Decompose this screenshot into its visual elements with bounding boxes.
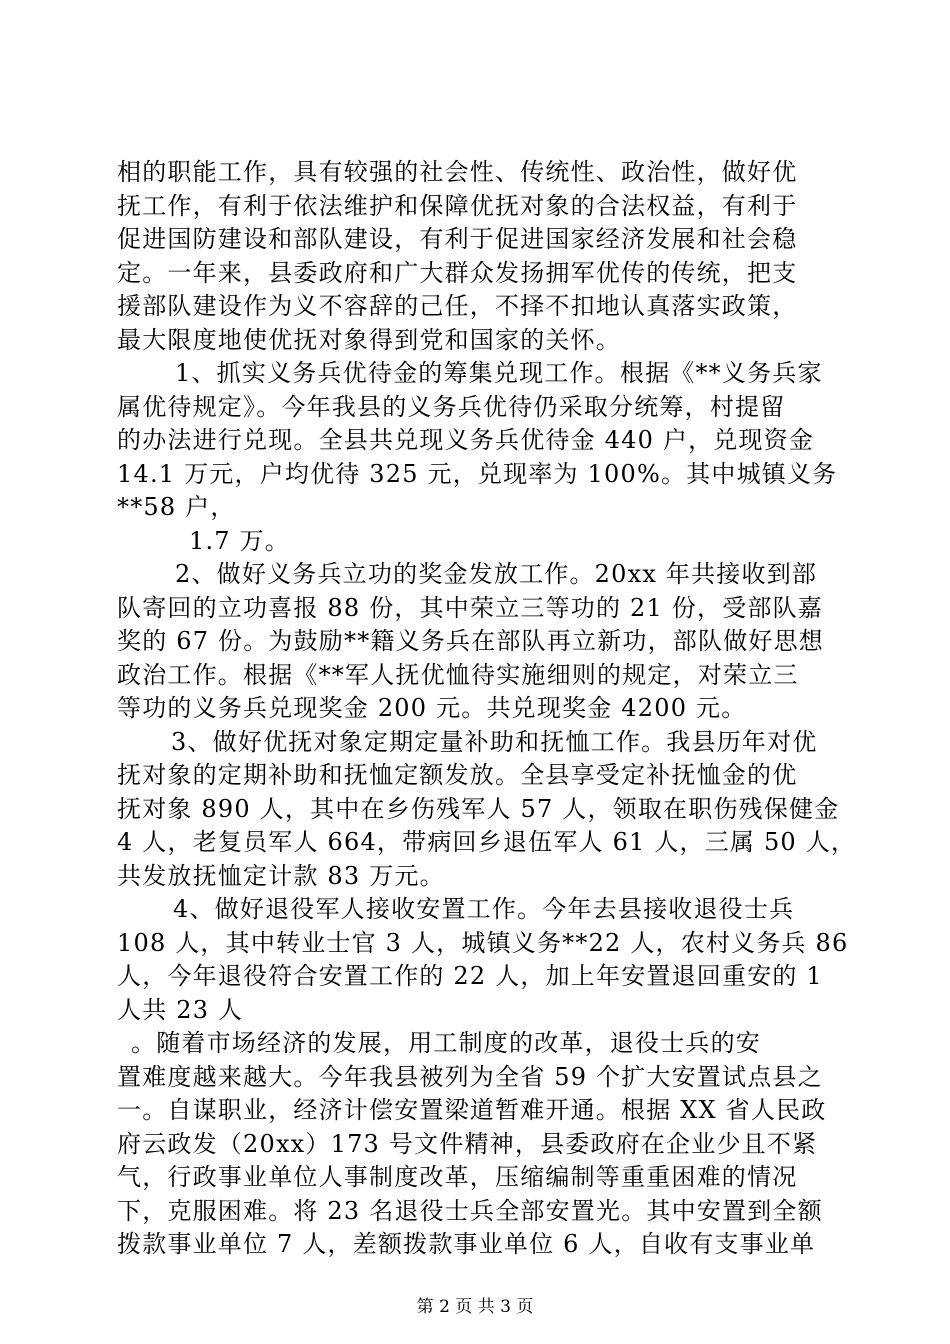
text-line: 等功的义务兵兑现奖金 200 元。共兑现奖金 4200 元。 (117, 694, 747, 722)
paragraph-1-start: 1、抓实义务兵优待金的筹集兑现工作。根据《**义务兵家 (175, 359, 823, 387)
text-line: 置难度越来越大。今年我县被列为全省 59 个扩大安置试点县之 (117, 1062, 823, 1091)
paragraph-2-start: 2、做好义务兵立功的奖金发放工作。20xx 年共接收到部 (175, 560, 818, 588)
text-line: 政治工作。根据《**军人抚优恤待实施细则的规定，对荣立三 (117, 660, 799, 689)
text-line: 下，克服困难。将 23 名退役士兵全部安置光。其中安置到全额 (117, 1196, 823, 1225)
text-line: **58 户， (117, 493, 236, 521)
text-line: 共发放抚恤定计款 83 万元。 (117, 861, 445, 890)
text-line: 人共 23 人 (117, 995, 244, 1024)
text-line: 抚工作，有利于依法维护和保障优抚对象的合法权益，有利于 (117, 191, 798, 220)
text-line: 队寄回的立功喜报 88 份，其中荣立三等功的 21 份，受部队嘉 (117, 593, 823, 622)
text-line: 108 人，其中转业士官 3 人，城镇义务**22 人，农村义务兵 86 (117, 928, 849, 957)
text-line: 定。一年来，县委政府和广大群众发扬拥军优传的传统，把支 (117, 258, 798, 287)
text-line: 抚对象的定期补助和抚恤定额发放。全县享受定补抚恤金的优 (117, 761, 798, 789)
text-line: 拨款事业单位 7 人，差额拨款事业单位 6 人，自收有支事业单 (117, 1230, 816, 1258)
text-line: 1.7 万。 (189, 526, 290, 555)
text-line: 一。自谋职业，经济计偿安置梁道暂难开通。根据 XX 省人民政 (117, 1096, 827, 1124)
text-line: 4 人，老复员军人 664，带病回乡退伍军人 61 人，三属 50 人， (117, 828, 857, 856)
paragraph-4-start: 4、做好退役军人接收安置工作。今年去县接收退役士兵 (173, 895, 795, 923)
text-line: 气，行政事业单位人事制度改革，压缩编制等重重困难的情况 (117, 1163, 798, 1191)
text-line: 抚对象 890 人，其中在乡伤残军人 57 人，领取在职伤残保健金 (117, 794, 840, 823)
text-line: 最大限度地使优抚对象得到党和国家的关怀。 (117, 325, 621, 354)
text-line: 相的职能工作，具有较强的社会性、传统性、政治性，做好优 (117, 158, 798, 186)
text-line: 促进国防建设和部队建设，有利于促进国家经济发展和社会稳 (117, 225, 798, 253)
text-line: 14.1 万元，户均优待 325 元，兑现率为 100%。其中城镇义务 (117, 459, 838, 488)
paragraph-3-start: 3、做好优抚对象定期定量补助和抚恤工作。我县历年对优 (171, 727, 818, 756)
text-line: 。随着市场经济的发展，用工制度的改革，退役士兵的安 (131, 1029, 761, 1057)
text-line: 府云政发（20xx）173 号文件精神，县委政府在企业少且不紧 (117, 1129, 818, 1158)
body-text (117, 156, 857, 1262)
text-line: 奖的 67 份。为鼓励**籍义务兵在部队再立新功，部队做好思想 (117, 627, 824, 655)
text-line: 的办法进行兑现。全县共兑现义务兵优待金 440 户，兑现资金 (117, 426, 815, 454)
text-line: 属优待规定》。今年我县的义务兵优待仍采取分统筹，村提留 (117, 392, 786, 421)
text-line: 援部队建设作为义不容辞的己任，不择不扣地认真落实政策， (117, 292, 798, 320)
page-number-footer: 第 2 页 共 3 页 (416, 1297, 534, 1317)
text-line: 人，今年退役符合安置工作的 22 人，加上年安置退回重安的 1 (117, 962, 823, 990)
